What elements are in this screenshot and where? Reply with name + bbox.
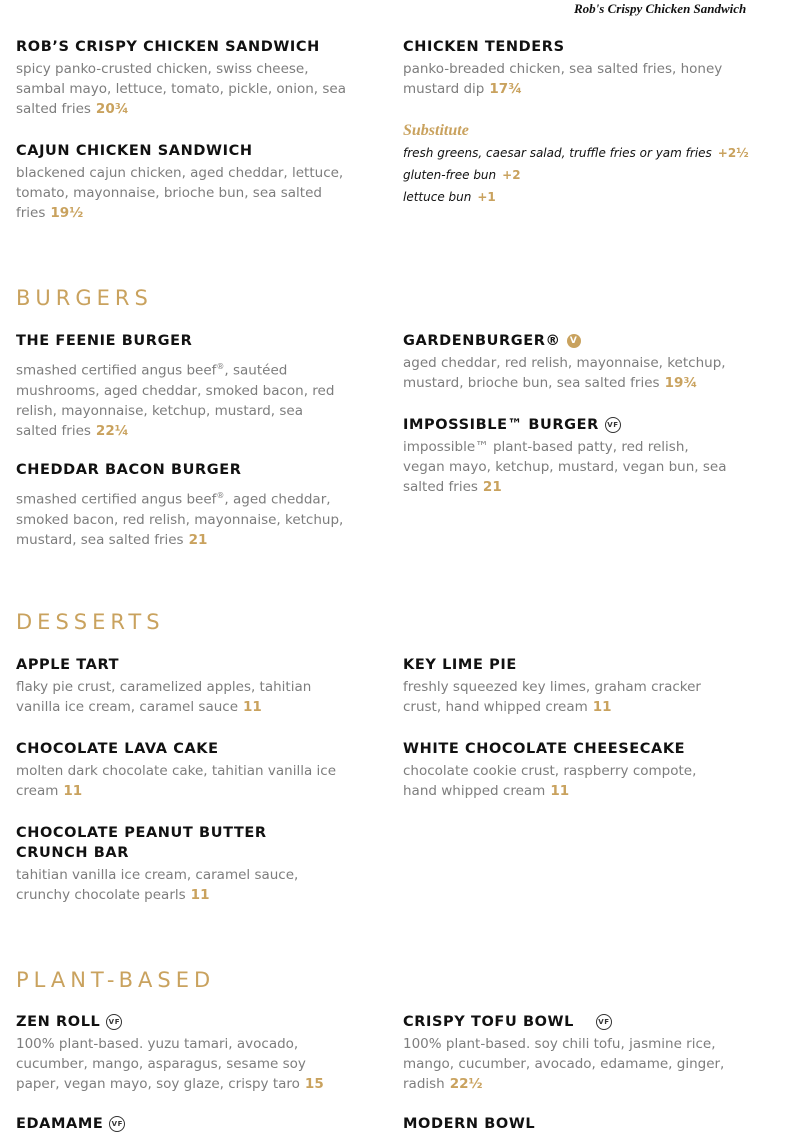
item-title-line-2: CRUNCH BAR [16, 845, 129, 861]
substitute-line: gluten-free bun +2 [403, 168, 521, 182]
item-title: WHITE CHOCOLATE CHEESECAKE [403, 741, 686, 757]
item-title: MODERN BOWL [403, 1116, 536, 1132]
menu-item-robs-chicken-sandwich [16, 37, 346, 119]
item-desc: panko-breaded chicken, sea salted fries, honey mustard dip 17¾ [403, 61, 723, 97]
substitute-line: fresh greens, caesar salad, truffle fries or yam fries +2½ [403, 146, 749, 160]
substitute-title: Substitute [403, 122, 469, 139]
menu-item-modern-bowl [403, 1114, 733, 1134]
item-desc: impossible™ plant-based patty, red relish, vegan mayo, ketchup, mustard, vegan bun, sea salted fries 21 [403, 439, 727, 495]
vegan-friendly-badge-icon: VF [605, 417, 621, 433]
menu-item-crispy-tofu-bowl [403, 1012, 733, 1094]
item-title: IMPOSSIBLE™ BURGER VF [403, 415, 733, 435]
item-price: 11 [592, 699, 612, 715]
vegan-friendly-badge-icon: VF [109, 1116, 125, 1132]
substitute-block [403, 122, 749, 208]
item-price: 11 [243, 699, 262, 715]
item-desc: molten dark chocolate cake, tahitian vanilla ice cream 11 [16, 763, 337, 799]
item-title: ZEN ROLL VF [16, 1012, 346, 1032]
item-price: 22¼ [95, 422, 129, 439]
item-desc: smashed certified angus beef®, aged cheddar, smoked bacon, red relish, mayonnaise, ketchup, mustard, sea salted fries 21 [16, 491, 344, 548]
vegan-friendly-badge-icon: VF [106, 1014, 122, 1030]
menu-item-cajun-chicken-sandwich [16, 141, 346, 223]
item-price: 19¾ [664, 375, 698, 391]
item-price: 11 [190, 887, 210, 903]
item-desc: spicy panko-crusted chicken, swiss cheese, sambal mayo, lettuce, tomato, pickle, onion, sea salted fries 20¾ [16, 61, 346, 117]
section-heading-desserts: DESSERTS [16, 610, 165, 634]
vegan-friendly-badge-icon: VF [596, 1014, 612, 1030]
menu-item-chocolate-lava-cake [16, 739, 346, 801]
item-price: 22½ [449, 1076, 483, 1092]
item-price: 21 [482, 479, 502, 495]
menu-item-chicken-tenders [403, 37, 733, 99]
item-desc: 100% plant-based. soy chili tofu, jasmine rice, mango, cucumber, avocado, edamame, ginger, radish 22½ [403, 1036, 725, 1092]
menu-item-edamame [16, 1114, 346, 1134]
substitute-line: lettuce bun +1 [403, 190, 496, 204]
item-desc: chocolate cookie crust, raspberry compote, hand whipped cream 11 [403, 763, 697, 799]
page-header-label: Rob's Crispy Chicken Sandwich [574, 1, 747, 16]
section-heading-plant-based: PLANT-BASED [16, 968, 216, 992]
item-price: 11 [63, 783, 83, 799]
menu-item-zen-roll [16, 1012, 346, 1094]
menu-item-apple-tart [16, 655, 346, 717]
item-price: 11 [550, 783, 570, 799]
menu-item-feenie-burger [16, 331, 346, 441]
item-title: CAJUN CHICKEN SANDWICH [16, 143, 253, 159]
vegetarian-badge-icon: V [567, 334, 581, 348]
item-title: CRISPY TOFU BOWL VF [403, 1012, 733, 1032]
item-title: CHOCOLATE LAVA CAKE [16, 741, 219, 757]
item-price: 19½ [50, 205, 84, 221]
item-title: CHOCOLATE PEANUT BUTTER [16, 825, 267, 841]
item-title: GARDENBURGER® V [403, 331, 733, 351]
item-title: THE FEENIE BURGER [16, 333, 193, 349]
item-price: 20¾ [95, 101, 129, 117]
item-title: EDAMAME VF [16, 1114, 346, 1134]
item-price: 21 [188, 531, 208, 548]
menu-item-key-lime-pie [403, 655, 733, 717]
item-price: 15 [304, 1076, 324, 1092]
item-desc: 100% plant-based. yuzu tamari, avocado, cucumber, mango, asparagus, sesame soy paper, vegan mayo, soy glaze, crispy taro 15 [16, 1036, 324, 1092]
menu-item-chocolate-peanut-butter-crunch-bar [16, 823, 346, 905]
item-title: APPLE TART [16, 657, 120, 673]
item-desc: tahitian vanilla ice cream, caramel sauce, crunchy chocolate pearls 11 [16, 867, 299, 903]
item-desc: smashed certified angus beef®, sautéed mushrooms, aged cheddar, smoked bacon, red relish, mayonnaise, ketchup, mustard, sea salted fries 22¼ [16, 362, 335, 439]
item-title: CHICKEN TENDERS [403, 39, 565, 55]
item-price: 17¾ [489, 81, 523, 97]
section-heading-burgers: BURGERS [16, 286, 153, 310]
item-title: CHEDDAR BACON BURGER [16, 462, 242, 478]
menu-item-white-chocolate-cheesecake [403, 739, 733, 801]
menu-item-impossible-burger [403, 415, 733, 497]
item-desc: aged cheddar, red relish, mayonnaise, ketchup, mustard, brioche bun, sea salted fries 19¾ [403, 355, 726, 391]
item-title: KEY LIME PIE [403, 657, 517, 673]
item-desc: flaky pie crust, caramelized apples, tahitian vanilla ice cream, caramel sauce 11 [16, 679, 312, 715]
menu-item-cheddar-bacon-burger [16, 460, 346, 550]
item-desc: freshly squeezed key limes, graham cracker crust, hand whipped cream 11 [403, 679, 701, 715]
item-title: ROB’S CRISPY CHICKEN SANDWICH [16, 39, 320, 55]
menu-item-gardenburger [403, 331, 733, 393]
item-desc: blackened cajun chicken, aged cheddar, lettuce, tomato, mayonnaise, brioche bun, sea salted fries 19½ [16, 165, 344, 221]
